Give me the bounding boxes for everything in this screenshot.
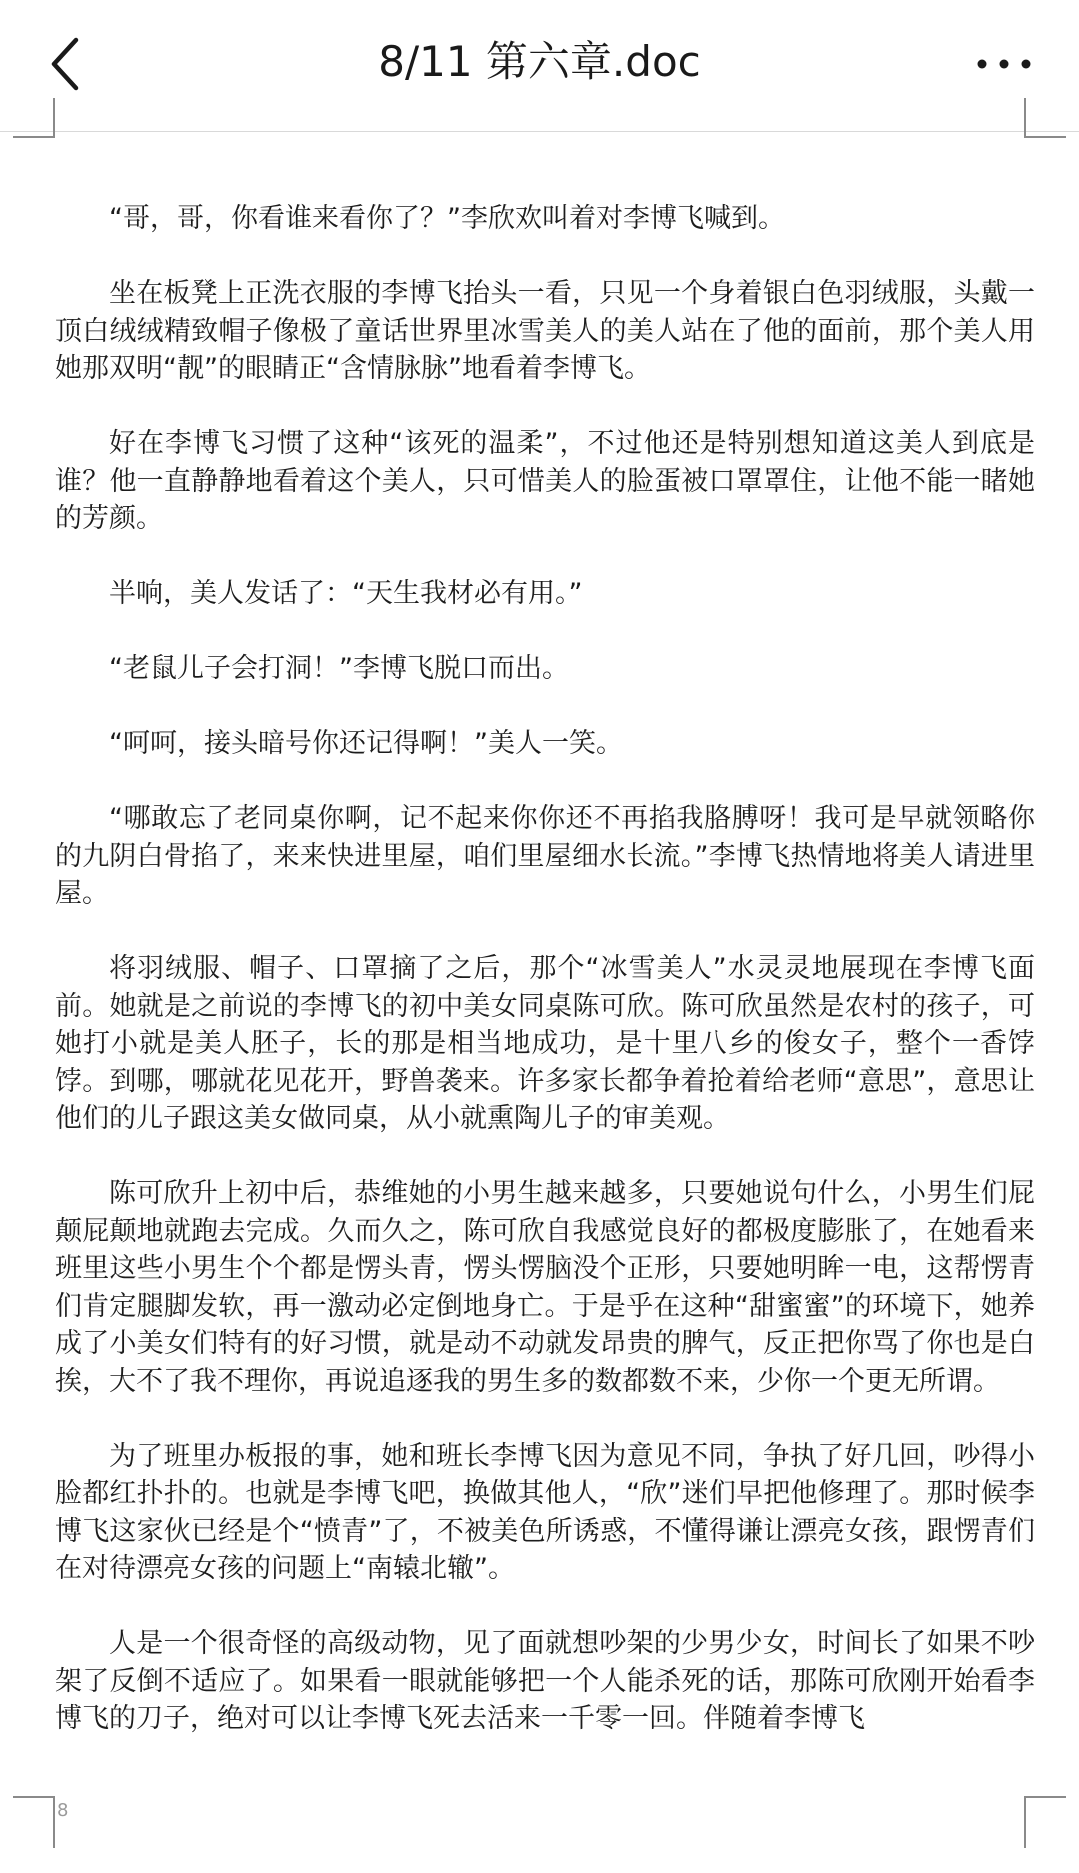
top-bar [0,0,1079,132]
page-corner-mark-top-right [1024,98,1066,138]
more-options-button[interactable] [969,36,1039,92]
more-dots-icon [969,36,1039,92]
page-corner-mark-top-left [13,98,55,138]
paragraph: 半响，美人发话了：“天生我材必有用。” [109,578,583,609]
paragraph: “哥，哥，你看谁来看你了？”李欣欢叫着对李博飞喊到。 [109,203,785,234]
paragraph: 将羽绒服、帽子、口罩摘了之后，那个“冰雪美人”水灵灵地展现在李博飞面前。她就是之前说的李博飞的初中美女同桌陈可欣。陈可欣虽然是农村的孩子，可她打小就是美人胚子，长的那是相当地成功，是十里八乡的俊女子，整个一香饽饽。到哪，哪就花见花开，野兽袭来。许多家长都争着抢着给老师“意思”，意思让他们的儿子跟这美女做同桌，从小就熏陶儿子的审美观。 [55,953,1035,1134]
page-number: 8 [57,1800,69,1821]
back-button[interactable] [40,28,100,98]
chevron-left-icon [40,28,100,98]
paragraph: 为了班里办板报的事，她和班长李博飞因为意见不同，争执了好几回，吵得小脸都红扑扑的。也就是李博飞吧，换做其他人，“欣”迷们早把他修理了。那时候李博飞这家伙已经是个“愤青”了，不被美色所诱惑，不懂得谦让漂亮女孩，跟愣青们在对待漂亮女孩的问题上“南辕北辙”。 [55,1440,1035,1584]
paragraph: 人是一个很奇怪的高级动物，见了面就想吵架的少男少女，时间长了如果不吵架了反倒不适应了。如果看一眼就能够把一个人能杀死的话，那陈可欣刚开始看李博飞的刀子，绝对可以让李博飞死去活来一千零一回。伴随着李博飞 [55,1628,1035,1734]
page-corner-mark-bottom-right [1024,1796,1066,1848]
paragraph: 陈可欣升上初中后，恭维她的小男生越来越多，只要她说句什么，小男生们屁颠屁颠地就跑去完成。久而久之，陈可欣自我感觉良好的都极度膨胀了，在她看来班里这些小男生个个都是愣头青，愣头愣脑没个正形，只要她明眸一电，这帮愣青们肯定腿脚发软，再一激动必定倒地身亡。于是乎在这种“甜蜜蜜”的环境下，她养成了小美女们特有的好习惯，就是动不动就发昂贵的脾气，反正把你骂了你也是白挨，大不了我不理你，再说追逐我的男生多的数都数不来，少你一个更无所谓。 [55,1178,1035,1397]
document-title: 8/11 第六章.doc [378,37,701,86]
paragraph: “呵呵，接头暗号你还记得啊！”美人一笑。 [109,728,623,759]
paragraph: “老鼠儿子会打洞！”李博飞脱口而出。 [109,653,569,684]
page-corner-mark-bottom-left [13,1796,55,1848]
paragraph: 坐在板凳上正洗衣服的李博飞抬头一看，只见一个身着银白色羽绒服，头戴一顶白绒绒精致帽子像极了童话世界里冰雪美人的美人站在了他的面前，那个美人用她那双明“靓”的眼睛正“含情脉脉”地看着李博飞。 [55,278,1035,384]
document-body[interactable] [55,200,1035,1775]
paragraph: “哪敢忘了老同桌你啊，记不起来你你还不再掐我胳膊呀！我可是早就领略你的九阴白骨掐了，来来快进里屋，咱们里屋细水长流。”李博飞热情地将美人请进里屋。 [55,803,1035,909]
paragraph: 好在李博飞习惯了这种“该死的温柔”，不过他还是特别想知道这美人到底是谁？他一直静静地看着这个美人，只可惜美人的脸蛋被口罩罩住，让他不能一睹她的芳颜。 [55,428,1035,534]
